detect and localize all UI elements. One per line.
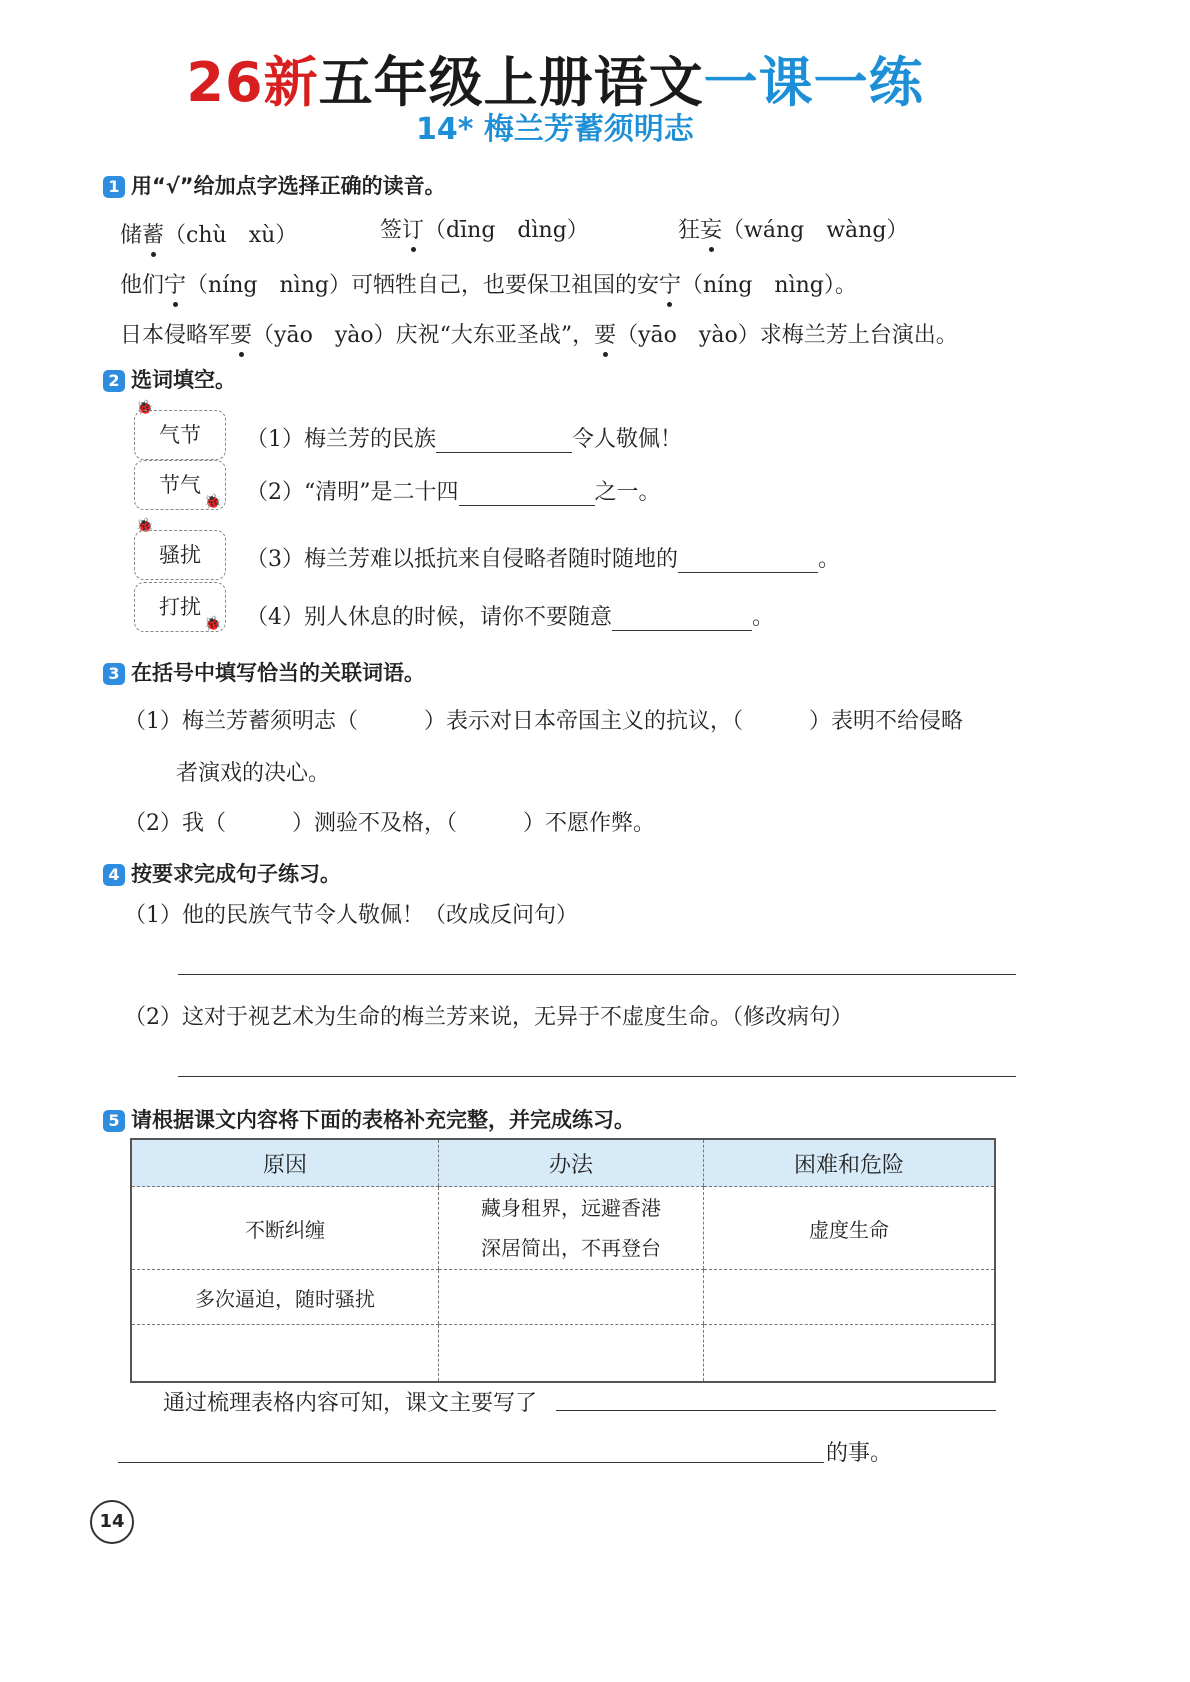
- dotted-char: 宁: [659, 268, 681, 299]
- q1-item-4-text: 他们: [120, 273, 165, 298]
- q2-item-1-tail: 令人敬佩！: [572, 427, 683, 452]
- question-1-number: 1: [103, 176, 125, 198]
- q2-item-4-text: （4）别人休息的时候，请你不要随意: [246, 605, 612, 630]
- table-row: [131, 1325, 995, 1383]
- title-grade: 五年级上册语文: [318, 51, 704, 114]
- q1-item-1-options[interactable]: （chù xù）: [164, 223, 298, 248]
- word-option-3: 骚扰: [134, 530, 226, 580]
- q2-item-4: [246, 600, 774, 631]
- question-5-heading: [103, 1104, 635, 1134]
- q1-item-4-options-2[interactable]: （níng nìng）。: [680, 273, 857, 298]
- q5-summary-prefix: 通过梳理表格内容可知，课文主要写了: [163, 1391, 538, 1416]
- question-2-heading: [103, 364, 236, 394]
- table-cell: 虚度生命: [704, 1187, 996, 1270]
- beetle-icon: 🐞: [136, 518, 154, 534]
- q4-item-2: （2）这对于视艺术为生命的梅兰芳来说，无异于不虚度生命。（修改病句）: [124, 1005, 853, 1030]
- question-2-instruction: 选词填空。: [131, 368, 236, 392]
- question-1-heading: [103, 170, 446, 200]
- answer-blank[interactable]: [678, 547, 818, 573]
- question-3-heading: [103, 657, 425, 687]
- column-header: 办法: [439, 1139, 704, 1187]
- table-cell: 不断纠缠: [131, 1187, 439, 1270]
- question-3-number: 3: [103, 663, 125, 685]
- question-4-instruction: 按要求完成句子练习。: [131, 862, 341, 886]
- q2-item-2-tail: 之一。: [594, 480, 661, 505]
- answer-line[interactable]: [118, 1462, 824, 1463]
- question-2-number: 2: [103, 370, 125, 392]
- dotted-char: 蓄: [142, 218, 164, 249]
- table-cell-blank[interactable]: [131, 1325, 439, 1383]
- table-header-row: [131, 1139, 995, 1187]
- table-cell: 藏身租界，远避香港 深居简出，不再登台: [439, 1187, 704, 1270]
- beetle-icon: 🐞: [136, 400, 154, 416]
- answer-blank[interactable]: [436, 427, 572, 453]
- q3-item-1-continued: 者演戏的决心。: [176, 761, 331, 786]
- answer-line[interactable]: [178, 1076, 1016, 1077]
- q2-item-1: [246, 422, 682, 453]
- table-cell-blank[interactable]: [439, 1270, 704, 1325]
- question-4-heading: [103, 858, 341, 888]
- page-number: 14: [90, 1500, 134, 1544]
- q1-item-5-options[interactable]: （yāo yào）庆祝“大东亚圣战”，: [252, 323, 595, 348]
- q2-item-3-text: （3）梅兰芳难以抵抗来自侵略者随时随地的: [246, 547, 678, 572]
- q2-item-2: [246, 475, 661, 506]
- q2-item-3: [246, 542, 840, 573]
- word-option-4: 打扰: [134, 582, 226, 632]
- q1-item-3-text: 狂: [678, 218, 701, 243]
- answer-line[interactable]: [178, 974, 1016, 975]
- answer-blank[interactable]: [612, 605, 752, 631]
- dotted-char: 要: [594, 318, 616, 349]
- table-cell-blank[interactable]: [704, 1325, 996, 1383]
- q1-item-3-options[interactable]: （wáng wàng）: [722, 218, 909, 243]
- lesson-title: 14* 梅兰芳蓄须明志: [416, 112, 694, 147]
- title-series: 一课一练: [703, 51, 924, 114]
- summary-table: [130, 1138, 996, 1383]
- word-option-1: 气节: [134, 410, 226, 460]
- table-cell-blank[interactable]: [704, 1270, 996, 1325]
- q1-item-5-text: 日本侵略军: [120, 323, 231, 348]
- q1-item-1-text: 储: [120, 223, 143, 248]
- column-header: 困难和危险: [704, 1139, 996, 1187]
- answer-blank[interactable]: [459, 480, 595, 506]
- beetle-icon: 🐞: [204, 494, 222, 510]
- q1-item-1: [120, 218, 297, 249]
- dotted-char: 订: [402, 213, 424, 244]
- answer-line[interactable]: [556, 1410, 996, 1411]
- title-year: 26新: [186, 51, 319, 114]
- word-option-2: 节气: [134, 460, 226, 510]
- question-5-instruction: 请根据课文内容将下面的表格补充完整，并完成练习。: [131, 1108, 635, 1132]
- dotted-char: 妄: [700, 213, 722, 244]
- question-3-instruction: 在括号中填写恰当的关联词语。: [131, 661, 425, 685]
- q1-item-5-options-2[interactable]: （yāo yào）求梅兰芳上台演出。: [616, 323, 958, 348]
- beetle-icon: 🐞: [204, 616, 222, 632]
- q2-item-1-text: （1）梅兰芳的民族: [246, 427, 436, 452]
- table-cell: 多次逼迫，随时骚扰: [131, 1270, 439, 1325]
- q1-item-4-options[interactable]: （níng nìng）可牺牲自己，也要保卫祖国的安: [186, 273, 659, 298]
- column-header: 原因: [131, 1139, 439, 1187]
- q1-item-2-options[interactable]: （dīng dìng）: [424, 218, 589, 243]
- q4-item-1: （1）他的民族气节令人敬佩！（改成反问句）: [124, 903, 578, 928]
- q2-item-4-tail: 。: [752, 605, 775, 630]
- q1-item-2-text: 签: [380, 218, 403, 243]
- table-cell-blank[interactable]: [439, 1325, 704, 1383]
- q1-item-5: [120, 318, 958, 349]
- q2-item-2-text: （2）“清明”是二十四: [246, 480, 459, 505]
- table-row: [131, 1270, 995, 1325]
- question-4-number: 4: [103, 864, 125, 886]
- q1-item-4: [120, 268, 857, 299]
- dotted-char: 宁: [164, 268, 186, 299]
- question-1-instruction: 用“√”给加点字选择正确的读音。: [131, 174, 446, 198]
- table-row: [131, 1187, 995, 1270]
- question-5-number: 5: [103, 1110, 125, 1132]
- q1-item-2: [380, 213, 589, 244]
- q3-item-2[interactable]: （2）我（ ）测验不及格，（ ）不愿作弊。: [124, 811, 655, 836]
- q5-summary-suffix: 的事。: [826, 1441, 893, 1466]
- dotted-char: 要: [230, 318, 252, 349]
- q3-item-1[interactable]: （1）梅兰芳蓄须明志（ ）表示对日本帝国主义的抗议，（ ）表明不给侵略: [124, 709, 963, 734]
- q1-item-3: [678, 213, 908, 244]
- q2-item-3-tail: 。: [818, 547, 841, 572]
